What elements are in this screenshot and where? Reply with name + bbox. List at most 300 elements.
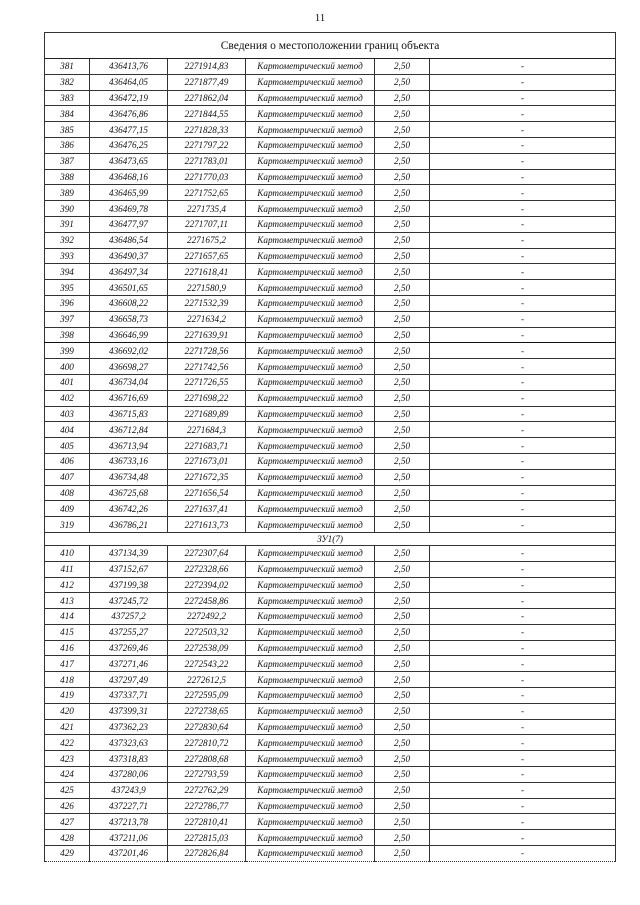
point-number-cell: 429 [45, 846, 90, 862]
accuracy-cell: 2,50 [375, 672, 430, 688]
x-coordinate-cell: 437337,71 [90, 688, 168, 704]
accuracy-cell: 2,50 [375, 640, 430, 656]
y-coordinate-cell: 2271797,22 [168, 137, 246, 153]
point-number-cell: 398 [45, 327, 90, 343]
table-row [45, 545, 616, 561]
y-coordinate-cell: 2271673,01 [168, 453, 246, 469]
accuracy-cell: 2,50 [375, 501, 430, 517]
x-coordinate-cell: 436477,15 [90, 122, 168, 138]
table-row [45, 106, 616, 122]
x-coordinate-cell: 437257,2 [90, 609, 168, 625]
y-coordinate-cell: 2271675,2 [168, 232, 246, 248]
x-coordinate-cell: 436413,76 [90, 59, 168, 75]
description-cell: - [430, 169, 616, 185]
table-row [45, 798, 616, 814]
y-coordinate-cell: 2271914,83 [168, 59, 246, 75]
method-cell: Картометрический метод [246, 264, 375, 280]
description-cell: - [430, 137, 616, 153]
method-cell: Картометрический метод [246, 561, 375, 577]
method-cell: Картометрический метод [246, 59, 375, 75]
accuracy-cell: 2,50 [375, 577, 430, 593]
method-cell: Картометрический метод [246, 90, 375, 106]
accuracy-cell: 2,50 [375, 406, 430, 422]
accuracy-cell: 2,50 [375, 798, 430, 814]
accuracy-cell: 2,50 [375, 232, 430, 248]
description-cell: - [430, 280, 616, 296]
table-row [45, 593, 616, 609]
boundary-table-sheet [44, 32, 615, 862]
method-cell: Картометрический метод [246, 406, 375, 422]
y-coordinate-cell: 2272810,41 [168, 814, 246, 830]
y-coordinate-cell: 2272830,64 [168, 719, 246, 735]
table-row [45, 453, 616, 469]
method-cell: Картометрический метод [246, 719, 375, 735]
y-coordinate-cell: 2271707,11 [168, 216, 246, 232]
method-cell: Картометрический метод [246, 640, 375, 656]
description-cell: - [430, 830, 616, 846]
accuracy-cell: 2,50 [375, 311, 430, 327]
x-coordinate-cell: 436477,97 [90, 216, 168, 232]
point-number-cell: 403 [45, 406, 90, 422]
point-number-cell: 409 [45, 501, 90, 517]
table-row [45, 311, 616, 327]
point-number-cell: 396 [45, 295, 90, 311]
y-coordinate-cell: 2272307,64 [168, 545, 246, 561]
description-cell: - [430, 374, 616, 390]
table-row [45, 609, 616, 625]
method-cell: Картометрический метод [246, 327, 375, 343]
x-coordinate-cell: 436469,78 [90, 201, 168, 217]
point-number-cell: 385 [45, 122, 90, 138]
table-row [45, 624, 616, 640]
y-coordinate-cell: 2272810,72 [168, 735, 246, 751]
point-number-cell: 381 [45, 59, 90, 75]
x-coordinate-cell: 437243,9 [90, 782, 168, 798]
x-coordinate-cell: 436734,48 [90, 469, 168, 485]
x-coordinate-cell: 436658,73 [90, 311, 168, 327]
description-cell: - [430, 438, 616, 454]
description-cell: - [430, 406, 616, 422]
table-title: Сведения о местоположении границ объекта [45, 33, 616, 59]
x-coordinate-cell: 436786,21 [90, 517, 168, 533]
y-coordinate-cell: 2271698,22 [168, 390, 246, 406]
table-row [45, 327, 616, 343]
y-coordinate-cell: 2271656,54 [168, 485, 246, 501]
description-cell: - [430, 561, 616, 577]
point-number-cell: 421 [45, 719, 90, 735]
accuracy-cell: 2,50 [375, 216, 430, 232]
y-coordinate-cell: 2271726,55 [168, 374, 246, 390]
x-coordinate-cell: 437211,06 [90, 830, 168, 846]
description-cell: - [430, 545, 616, 561]
table-row [45, 406, 616, 422]
table-row [45, 719, 616, 735]
accuracy-cell: 2,50 [375, 327, 430, 343]
method-cell: Картометрический метод [246, 390, 375, 406]
description-cell: - [430, 153, 616, 169]
description-cell: - [430, 719, 616, 735]
point-number-cell: 383 [45, 90, 90, 106]
description-cell: - [430, 295, 616, 311]
table-row [45, 295, 616, 311]
x-coordinate-cell: 437297,49 [90, 672, 168, 688]
description-cell: - [430, 122, 616, 138]
x-coordinate-cell: 437152,67 [90, 561, 168, 577]
description-cell: - [430, 846, 616, 862]
table-row [45, 751, 616, 767]
point-number-cell: 399 [45, 343, 90, 359]
description-cell: - [430, 343, 616, 359]
method-cell: Картометрический метод [246, 153, 375, 169]
y-coordinate-cell: 2271844,55 [168, 106, 246, 122]
point-number-cell: 415 [45, 624, 90, 640]
table-body [45, 33, 616, 862]
table-row [45, 501, 616, 517]
x-coordinate-cell: 437399,31 [90, 703, 168, 719]
method-cell: Картометрический метод [246, 688, 375, 704]
point-number-cell: 420 [45, 703, 90, 719]
accuracy-cell: 2,50 [375, 561, 430, 577]
point-number-cell: 402 [45, 390, 90, 406]
x-coordinate-cell: 436608,22 [90, 295, 168, 311]
description-cell: - [430, 264, 616, 280]
table-row [45, 846, 616, 862]
method-cell: Картометрический метод [246, 137, 375, 153]
point-number-cell: 427 [45, 814, 90, 830]
description-cell: - [430, 798, 616, 814]
method-cell: Картометрический метод [246, 185, 375, 201]
x-coordinate-cell: 436712,84 [90, 422, 168, 438]
description-cell: - [430, 609, 616, 625]
y-coordinate-cell: 2272458,86 [168, 593, 246, 609]
description-cell: - [430, 517, 616, 533]
y-coordinate-cell: 2272538,09 [168, 640, 246, 656]
y-coordinate-cell: 2272492,2 [168, 609, 246, 625]
method-cell: Картометрический метод [246, 359, 375, 375]
x-coordinate-cell: 436490,37 [90, 248, 168, 264]
x-coordinate-cell: 436715,83 [90, 406, 168, 422]
table-row [45, 814, 616, 830]
description-cell: - [430, 185, 616, 201]
y-coordinate-cell: 2272793,59 [168, 767, 246, 783]
accuracy-cell: 2,50 [375, 185, 430, 201]
x-coordinate-cell: 436464,05 [90, 74, 168, 90]
page-number: 11 [314, 12, 326, 24]
x-coordinate-cell: 436734,04 [90, 374, 168, 390]
description-cell: - [430, 201, 616, 217]
y-coordinate-cell: 2272815,03 [168, 830, 246, 846]
method-cell: Картометрический метод [246, 232, 375, 248]
x-coordinate-cell: 436725,68 [90, 485, 168, 501]
y-coordinate-cell: 2272328,66 [168, 561, 246, 577]
x-coordinate-cell: 437245,72 [90, 593, 168, 609]
y-coordinate-cell: 2272808,68 [168, 751, 246, 767]
y-coordinate-cell: 2271735,4 [168, 201, 246, 217]
point-number-cell: 387 [45, 153, 90, 169]
description-cell: - [430, 703, 616, 719]
description-cell: - [430, 232, 616, 248]
x-coordinate-cell: 437213,78 [90, 814, 168, 830]
boundary-coordinates-table [44, 32, 616, 862]
table-row [45, 74, 616, 90]
table-row [45, 185, 616, 201]
y-coordinate-cell: 2271862,04 [168, 90, 246, 106]
y-coordinate-cell: 2271639,91 [168, 327, 246, 343]
method-cell: Картометрический метод [246, 703, 375, 719]
accuracy-cell: 2,50 [375, 609, 430, 625]
point-number-cell: 411 [45, 561, 90, 577]
point-number-cell: 407 [45, 469, 90, 485]
table-row [45, 169, 616, 185]
x-coordinate-cell: 437255,27 [90, 624, 168, 640]
point-number-cell: 386 [45, 137, 90, 153]
method-cell: Картометрический метод [246, 485, 375, 501]
table-row [45, 359, 616, 375]
accuracy-cell: 2,50 [375, 122, 430, 138]
description-cell: - [430, 59, 616, 75]
y-coordinate-cell: 2271618,41 [168, 264, 246, 280]
accuracy-cell: 2,50 [375, 814, 430, 830]
table-row [45, 517, 616, 533]
method-cell: Картометрический метод [246, 201, 375, 217]
y-coordinate-cell: 2272543,22 [168, 656, 246, 672]
accuracy-cell: 2,50 [375, 830, 430, 846]
accuracy-cell: 2,50 [375, 422, 430, 438]
table-row [45, 90, 616, 106]
accuracy-cell: 2,50 [375, 545, 430, 561]
accuracy-cell: 2,50 [375, 517, 430, 533]
description-cell: - [430, 624, 616, 640]
y-coordinate-cell: 2272786,77 [168, 798, 246, 814]
method-cell: Картометрический метод [246, 735, 375, 751]
table-row [45, 469, 616, 485]
y-coordinate-cell: 2271683,71 [168, 438, 246, 454]
y-coordinate-cell: 2271742,56 [168, 359, 246, 375]
y-coordinate-cell: 2272394,02 [168, 577, 246, 593]
accuracy-cell: 2,50 [375, 703, 430, 719]
method-cell: Картометрический метод [246, 814, 375, 830]
method-cell: Картометрический метод [246, 782, 375, 798]
x-coordinate-cell: 437201,46 [90, 846, 168, 862]
y-coordinate-cell: 2271828,33 [168, 122, 246, 138]
method-cell: Картометрический метод [246, 798, 375, 814]
y-coordinate-cell: 2272612,5 [168, 672, 246, 688]
method-cell: Картометрический метод [246, 311, 375, 327]
x-coordinate-cell: 436742,26 [90, 501, 168, 517]
table-row [45, 122, 616, 138]
x-coordinate-cell: 437271,46 [90, 656, 168, 672]
description-cell: - [430, 422, 616, 438]
y-coordinate-cell: 2271657,65 [168, 248, 246, 264]
accuracy-cell: 2,50 [375, 201, 430, 217]
y-coordinate-cell: 2271672,35 [168, 469, 246, 485]
description-cell: - [430, 782, 616, 798]
point-number-cell: 412 [45, 577, 90, 593]
y-coordinate-cell: 2271770,03 [168, 169, 246, 185]
x-coordinate-cell: 437362,23 [90, 719, 168, 735]
table-row [45, 137, 616, 153]
description-cell: - [430, 390, 616, 406]
method-cell: Картометрический метод [246, 216, 375, 232]
x-coordinate-cell: 437269,46 [90, 640, 168, 656]
method-cell: Картометрический метод [246, 438, 375, 454]
table-row [45, 438, 616, 454]
table-row [45, 280, 616, 296]
accuracy-cell: 2,50 [375, 280, 430, 296]
table-row [45, 232, 616, 248]
x-coordinate-cell: 436497,34 [90, 264, 168, 280]
point-number-cell: 414 [45, 609, 90, 625]
x-coordinate-cell: 436713,94 [90, 438, 168, 454]
y-coordinate-cell: 2271877,49 [168, 74, 246, 90]
accuracy-cell: 2,50 [375, 153, 430, 169]
table-row [45, 153, 616, 169]
description-cell: - [430, 469, 616, 485]
accuracy-cell: 2,50 [375, 469, 430, 485]
accuracy-cell: 2,50 [375, 264, 430, 280]
point-number-cell: 410 [45, 545, 90, 561]
table-row [45, 672, 616, 688]
point-number-cell: 428 [45, 830, 90, 846]
method-cell: Картометрический метод [246, 577, 375, 593]
accuracy-cell: 2,50 [375, 359, 430, 375]
accuracy-cell: 2,50 [375, 719, 430, 735]
accuracy-cell: 2,50 [375, 688, 430, 704]
point-number-cell: 394 [45, 264, 90, 280]
point-number-cell: 391 [45, 216, 90, 232]
point-number-cell: 417 [45, 656, 90, 672]
table-row [45, 782, 616, 798]
accuracy-cell: 2,50 [375, 248, 430, 264]
description-cell: - [430, 106, 616, 122]
method-cell: Картометрический метод [246, 846, 375, 862]
point-number-cell: 388 [45, 169, 90, 185]
y-coordinate-cell: 2272762,29 [168, 782, 246, 798]
x-coordinate-cell: 436476,86 [90, 106, 168, 122]
y-coordinate-cell: 2272503,32 [168, 624, 246, 640]
accuracy-cell: 2,50 [375, 106, 430, 122]
method-cell: Картометрический метод [246, 374, 375, 390]
x-coordinate-cell: 437318,83 [90, 751, 168, 767]
description-cell: - [430, 216, 616, 232]
description-cell: - [430, 74, 616, 90]
x-coordinate-cell: 437134,39 [90, 545, 168, 561]
method-cell: Картометрический метод [246, 501, 375, 517]
point-number-cell: 424 [45, 767, 90, 783]
method-cell: Картометрический метод [246, 295, 375, 311]
accuracy-cell: 2,50 [375, 453, 430, 469]
description-cell: - [430, 640, 616, 656]
method-cell: Картометрический метод [246, 248, 375, 264]
method-cell: Картометрический метод [246, 609, 375, 625]
y-coordinate-cell: 2271783,01 [168, 153, 246, 169]
point-number-cell: 419 [45, 688, 90, 704]
description-cell: - [430, 327, 616, 343]
section-row [45, 532, 616, 545]
point-number-cell: 390 [45, 201, 90, 217]
table-row [45, 59, 616, 75]
y-coordinate-cell: 2272826,84 [168, 846, 246, 862]
x-coordinate-cell: 437323,63 [90, 735, 168, 751]
method-cell: Картометрический метод [246, 656, 375, 672]
method-cell: Картометрический метод [246, 169, 375, 185]
table-row [45, 201, 616, 217]
table-row [45, 830, 616, 846]
point-number-cell: 397 [45, 311, 90, 327]
accuracy-cell: 2,50 [375, 74, 430, 90]
accuracy-cell: 2,50 [375, 593, 430, 609]
y-coordinate-cell: 2271532,39 [168, 295, 246, 311]
description-cell: - [430, 593, 616, 609]
description-cell: - [430, 248, 616, 264]
description-cell: - [430, 751, 616, 767]
table-row [45, 640, 616, 656]
table-row [45, 703, 616, 719]
method-cell: Картометрический метод [246, 545, 375, 561]
description-cell: - [430, 90, 616, 106]
method-cell: Картометрический метод [246, 767, 375, 783]
point-number-cell: 408 [45, 485, 90, 501]
section-label: ЗУ1(7) [45, 532, 616, 545]
table-row [45, 390, 616, 406]
method-cell: Картометрический метод [246, 122, 375, 138]
x-coordinate-cell: 436465,99 [90, 185, 168, 201]
description-cell: - [430, 767, 616, 783]
accuracy-cell: 2,50 [375, 624, 430, 640]
x-coordinate-cell: 436692,02 [90, 343, 168, 359]
description-cell: - [430, 311, 616, 327]
description-cell: - [430, 814, 616, 830]
accuracy-cell: 2,50 [375, 137, 430, 153]
table-row [45, 248, 616, 264]
point-number-cell: 393 [45, 248, 90, 264]
point-number-cell: 395 [45, 280, 90, 296]
x-coordinate-cell: 437227,71 [90, 798, 168, 814]
y-coordinate-cell: 2271684,3 [168, 422, 246, 438]
point-number-cell: 416 [45, 640, 90, 656]
point-number-cell: 418 [45, 672, 90, 688]
x-coordinate-cell: 437199,38 [90, 577, 168, 593]
table-row [45, 577, 616, 593]
table-row [45, 561, 616, 577]
y-coordinate-cell: 2271634,2 [168, 311, 246, 327]
y-coordinate-cell: 2271728,56 [168, 343, 246, 359]
x-coordinate-cell: 437280,06 [90, 767, 168, 783]
point-number-cell: 423 [45, 751, 90, 767]
y-coordinate-cell: 2271613,73 [168, 517, 246, 533]
method-cell: Картометрический метод [246, 74, 375, 90]
description-cell: - [430, 688, 616, 704]
accuracy-cell: 2,50 [375, 767, 430, 783]
accuracy-cell: 2,50 [375, 846, 430, 862]
point-number-cell: 426 [45, 798, 90, 814]
y-coordinate-cell: 2272595,09 [168, 688, 246, 704]
point-number-cell: 425 [45, 782, 90, 798]
method-cell: Картометрический метод [246, 106, 375, 122]
y-coordinate-cell: 2271580,9 [168, 280, 246, 296]
description-cell: - [430, 735, 616, 751]
method-cell: Картометрический метод [246, 517, 375, 533]
method-cell: Картометрический метод [246, 422, 375, 438]
accuracy-cell: 2,50 [375, 751, 430, 767]
point-number-cell: 384 [45, 106, 90, 122]
point-number-cell: 422 [45, 735, 90, 751]
method-cell: Картометрический метод [246, 751, 375, 767]
table-row [45, 264, 616, 280]
method-cell: Картометрический метод [246, 672, 375, 688]
table-row [45, 767, 616, 783]
point-number-cell: 401 [45, 374, 90, 390]
